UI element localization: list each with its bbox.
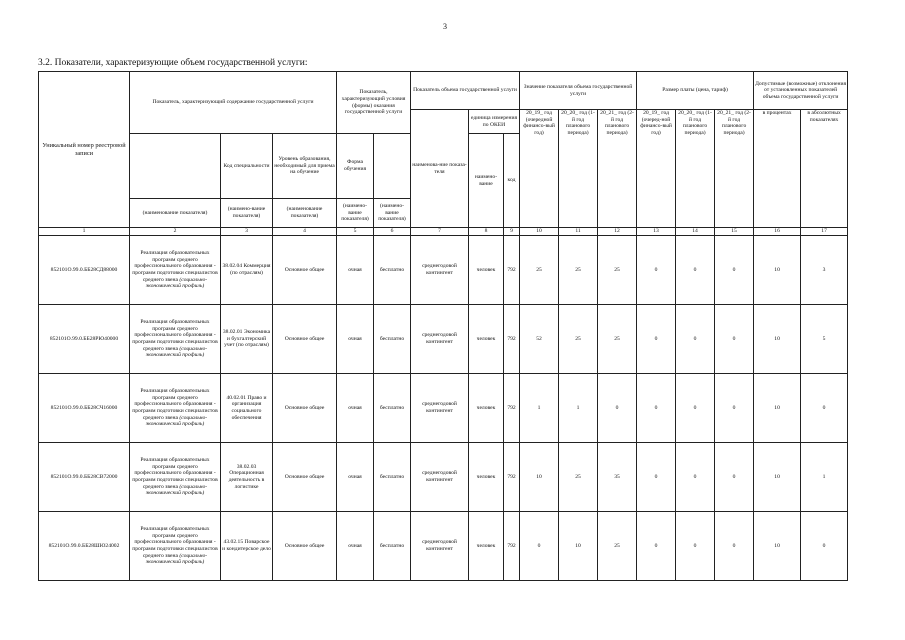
column-number: 17 [801,228,848,236]
cell-p3: 0 [715,374,754,443]
cell-da: 5 [801,305,848,374]
cell-spec: 38.02.03 Операционная деятельность в логистике [221,443,273,512]
program-main-text: Реализация образовательных программ среднего профессионального образования - программ подготовки специалистов среднего звена [132,457,218,490]
header-name-col-5: (наимено-вание показателя) [337,199,374,228]
cell-v2: 25 [559,305,598,374]
column-number: 1 [39,228,130,236]
cell-v3: 25 [598,512,637,581]
cell-program [130,443,221,512]
table-row [39,236,848,305]
cell-code: 792 [504,443,520,512]
header-fee-year-1: 20_19_ год (очеред-ной финансо-вый год) [637,110,676,228]
cell-p2: 0 [676,512,715,581]
cell-p3: 0 [715,305,754,374]
program-profile-text: (социально-экономический профиль) [145,345,208,359]
cell-spec: 40.02.01 Право и организация социального обеспечения [221,374,273,443]
cell-fee-kind: бесплатно [374,443,411,512]
cell-program [130,512,221,581]
program-profile-text: (социально-экономический профиль) [145,414,208,428]
cell-da: 1 [801,443,848,512]
cell-dp: 10 [754,305,801,374]
header-conditions-indicator: Показатель, характеризующий условия (формы) оказания государственной услуги [337,72,411,134]
cell-form: очная [337,305,374,374]
cell-v1: 10 [520,443,559,512]
cell-p3: 0 [715,236,754,305]
cell-dp: 10 [754,512,801,581]
header-year-3: 20_21_ год (2-й год планового периода) [598,110,637,228]
column-number: 6 [374,228,411,236]
cell-indicator: среднегодовой контингент [411,305,469,374]
cell-dp: 10 [754,443,801,512]
header-fee: Размер платы (цена, тариф) [637,72,754,110]
cell-code: 792 [504,374,520,443]
cell-unit: человек [469,443,504,512]
cell-fee-kind: бесплатно [374,236,411,305]
cell-program [130,305,221,374]
cell-v2: 1 [559,374,598,443]
cell-v1: 52 [520,305,559,374]
cell-form: очная [337,236,374,305]
page-number: 3 [443,22,447,31]
program-profile-text: (социально-экономический профиль) [145,552,208,566]
cell-spec: 43.02.15 Поварское и кондитерское дело [221,512,273,581]
header-unit-okei: единица измерения по ОКЕИ [469,110,520,134]
cell-p2: 0 [676,236,715,305]
table-row [39,374,848,443]
cell-v2: 10 [559,512,598,581]
header-blank-6 [374,134,411,199]
cell-code: 792 [504,512,520,581]
header-fee-year-3: 20_21_ год (2-й год планового периода) [715,110,754,228]
header-unit-code: код [504,134,520,228]
cell-v2: 25 [559,236,598,305]
program-profile-text: (социально-экономический профиль) [145,276,208,290]
cell-unit: человек [469,305,504,374]
cell-da: 0 [801,512,848,581]
cell-code: 792 [504,305,520,374]
column-number: 9 [504,228,520,236]
cell-v3: 25 [598,305,637,374]
header-edu-form: Форма обучения [337,134,374,199]
header-name-col-6: (наимено-вание показателя) [374,199,411,228]
table-row [39,443,848,512]
cell-v1: 1 [520,374,559,443]
cell-unit: человек [469,512,504,581]
cell-indicator: среднегодовой контингент [411,443,469,512]
header-unique-number: Уникальный номер реестровой записи [39,72,130,228]
header-indicator-name: наименова-ние показа-теля [411,110,469,228]
cell-id: 852101О.99.0.ББ28СВ72000 [39,443,130,512]
header-name-col-2: (наименование показателя) [130,199,221,228]
column-number: 8 [469,228,504,236]
section-heading: 3.2. Показатели, характеризующие объем государственной услуги: [38,58,308,68]
cell-level: Основное общее [273,236,337,305]
column-number: 10 [520,228,559,236]
cell-form: очная [337,512,374,581]
header-name-col-4: (наименование показателя) [273,199,337,228]
cell-dp: 10 [754,374,801,443]
cell-code: 792 [504,236,520,305]
cell-indicator: среднегодовой контингент [411,374,469,443]
cell-v1: 25 [520,236,559,305]
cell-p1: 0 [637,305,676,374]
cell-p3: 0 [715,512,754,581]
cell-level: Основное общее [273,512,337,581]
cell-spec: 38.02.04 Коммерция (по отраслям) [221,236,273,305]
cell-form: очная [337,374,374,443]
cell-fee-kind: бесплатно [374,512,411,581]
volume-indicators-table [38,71,848,581]
cell-indicator: среднегодовой контингент [411,512,469,581]
program-main-text: Реализация образовательных программ среднего профессионального образования - программ подготовки специалистов среднего звена [132,526,218,559]
header-volume-indicator: Показатель объема государственной услуги [411,72,520,110]
column-number: 16 [754,228,801,236]
header-year-2: 20_20_ год (1-й год планового периода) [559,110,598,228]
cell-v3: 35 [598,443,637,512]
column-number: 12 [598,228,637,236]
column-number: 4 [273,228,337,236]
header-blank-2 [130,134,221,199]
cell-indicator: среднегодовой контингент [411,236,469,305]
header-unit-name: наимено-вание [469,134,504,228]
cell-fee-kind: бесплатно [374,305,411,374]
header-fee-year-2: 20_20_ год (1-й год планового периода) [676,110,715,228]
cell-v3: 0 [598,374,637,443]
cell-level: Основное общее [273,374,337,443]
column-number: 5 [337,228,374,236]
cell-level: Основное общее [273,305,337,374]
cell-level: Основное общее [273,443,337,512]
column-number: 2 [130,228,221,236]
cell-unit: человек [469,374,504,443]
cell-id: 852101О.99.0.ББ28СЧ16000 [39,374,130,443]
column-number: 14 [676,228,715,236]
table-row [39,512,848,581]
column-number: 15 [715,228,754,236]
cell-program [130,374,221,443]
cell-p3: 0 [715,443,754,512]
cell-v3: 25 [598,236,637,305]
cell-v2: 25 [559,443,598,512]
cell-id: 852101О.99.0.ББ28РЮ40000 [39,305,130,374]
column-number: 3 [221,228,273,236]
cell-p2: 0 [676,443,715,512]
cell-unit: человек [469,236,504,305]
header-absolute: в абсолютных показателях [801,110,848,228]
header-deviations: Допустимые (возможные) отклонения от установленных показателей объема государственной услуги [754,72,848,110]
program-main-text: Реализация образовательных программ среднего профессионального образования - программ подготовки специалистов среднего звена [132,388,218,421]
header-code-spec: Код специальности [221,134,273,199]
header-volume-values: Значение показателя объема государственной услуги [520,72,637,110]
program-main-text: Реализация образовательных программ среднего профессионального образования - программ подготовки специалистов среднего звена [132,319,218,352]
cell-id: 852101О.99.0.ББ28СД88000 [39,236,130,305]
cell-spec: 38.02.01 Экономика и бухгалтерский учет (по отраслям) [221,305,273,374]
header-content-indicator: Показатель, характеризующий содержание государственной услуги [130,72,337,134]
program-main-text: Реализация образовательных программ среднего профессионального образования - программ подготовки специалистов среднего звена [132,250,218,283]
column-number: 13 [637,228,676,236]
header-name-col-3: (наимено-вание показателя) [221,199,273,228]
cell-p1: 0 [637,236,676,305]
column-number: 7 [411,228,469,236]
cell-id: 852101О.99.0.ББ28ШЮ24002 [39,512,130,581]
column-number: 11 [559,228,598,236]
header-edu-level: Уровень образования, необходимый для приема на обучение [273,134,337,199]
cell-p1: 0 [637,512,676,581]
cell-dp: 10 [754,236,801,305]
column-number-row [39,228,848,236]
cell-da: 3 [801,236,848,305]
cell-p1: 0 [637,374,676,443]
cell-p1: 0 [637,443,676,512]
cell-da: 0 [801,374,848,443]
cell-v1: 0 [520,512,559,581]
program-profile-text: (социально-экономический профиль) [145,483,208,497]
cell-program [130,236,221,305]
cell-fee-kind: бесплатно [374,374,411,443]
cell-p2: 0 [676,374,715,443]
header-percent: в процентах [754,110,801,228]
table-row [39,305,848,374]
header-year-1: 20_19_ год (очередной финансо-вый год) [520,110,559,228]
cell-form: очная [337,443,374,512]
cell-p2: 0 [676,305,715,374]
